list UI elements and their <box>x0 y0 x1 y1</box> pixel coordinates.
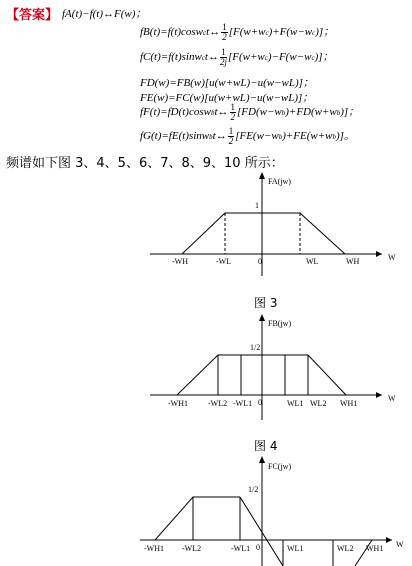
spectrum-heading: 频谱如下图 3、4、5、6、7、8、9、10 所示： <box>6 156 284 171</box>
equation-5: fF(t)=fD(t)coswbt↔ $\frac{1}{2}$ [FD(w−wb)+FD(w+wb)]； <box>140 102 360 122</box>
fig4-y-arrow-icon <box>259 314 265 321</box>
fig3-x-arrow-icon <box>376 251 382 257</box>
fig3-origin: 0 <box>258 257 262 266</box>
figure-5 <box>140 456 404 566</box>
fig4-ytick: 1/2 <box>250 343 261 352</box>
fig3-tick-1: -WL <box>216 257 232 266</box>
fig4-ylabel: FB(jw) <box>268 319 292 328</box>
fig3-tick-2: WL <box>306 257 319 266</box>
equation-1: fB(t)=f(t)coswct↔ $\frac{1}{2}$ [F(w+wc)+F(w−wc)]； <box>140 22 335 42</box>
figure-4 <box>150 314 396 420</box>
fig3-ylabel: FA(jw) <box>268 177 291 186</box>
equation-0: fA(t)−f(t)↔F(w)； <box>62 8 147 20</box>
fig3-spectrum-line <box>182 213 345 254</box>
fig5-spectrum-left <box>155 497 240 540</box>
fig3-tick-0: -WH <box>172 257 188 266</box>
fig5-ytick: 1/2 <box>248 485 259 494</box>
fig5-tick-0: -WH1 <box>144 544 164 553</box>
fig4-origin: 0 <box>258 398 262 407</box>
answer-label: 【答案】 <box>6 8 59 23</box>
figure-3 <box>150 172 396 276</box>
fig4-tick-5: WH1 <box>340 399 358 408</box>
fig5-tick-1: -WL2 <box>182 544 202 553</box>
fig5-origin: 0 <box>256 543 260 552</box>
fig4-x-arrow-icon <box>376 392 382 398</box>
fig5-tick-5: WH1 <box>366 544 384 553</box>
fig3-y-arrow-icon <box>259 172 265 179</box>
fig5-x-arrow-icon <box>386 537 392 543</box>
fig4-tick-2: -WL1 <box>233 399 253 408</box>
fig4-tick-0: -WH1 <box>168 399 188 408</box>
fig4-tick-4: WL2 <box>310 399 327 408</box>
equation-2: fC(t)=f(t)sinwct↔ $\frac{1}{2j}$ [F(w+wc)−F(w−wc)]； <box>140 47 334 67</box>
fig3-caption: 图 3 <box>254 296 278 310</box>
fig3-tick-3: WH <box>346 257 360 266</box>
fig4-tick-1: -WL2 <box>208 399 228 408</box>
equation-4: FE(w)=FC(w)[u(w+wL)−u(w−wL)]； <box>140 92 314 104</box>
fig5-y-arrow-icon <box>259 456 265 463</box>
fig3-ytick: 1 <box>255 201 259 210</box>
fig5-ylabel: FC(jw) <box>268 462 292 471</box>
equation-6: fG(t)=fE(t)sinwbt↔ $\frac{1}{2}$ [FE(w−wb)+FE(w+wb)]。 <box>140 126 355 146</box>
equation-3: FD(w)=FB(w)[u(w+wL)−u(w−wL)]； <box>140 77 314 89</box>
fig4-caption: 图 4 <box>254 439 278 453</box>
fig5-xaxis-label: W <box>396 540 404 549</box>
fig4-xaxis-label: W <box>388 394 396 403</box>
fig4-tick-3: WL1 <box>287 399 304 408</box>
fig3-xaxis-label: W <box>388 253 396 262</box>
fig5-tick-2: -WL1 <box>231 544 251 553</box>
fig5-tick-3: WL1 <box>287 544 304 553</box>
fig5-tick-4: WL2 <box>337 544 354 553</box>
